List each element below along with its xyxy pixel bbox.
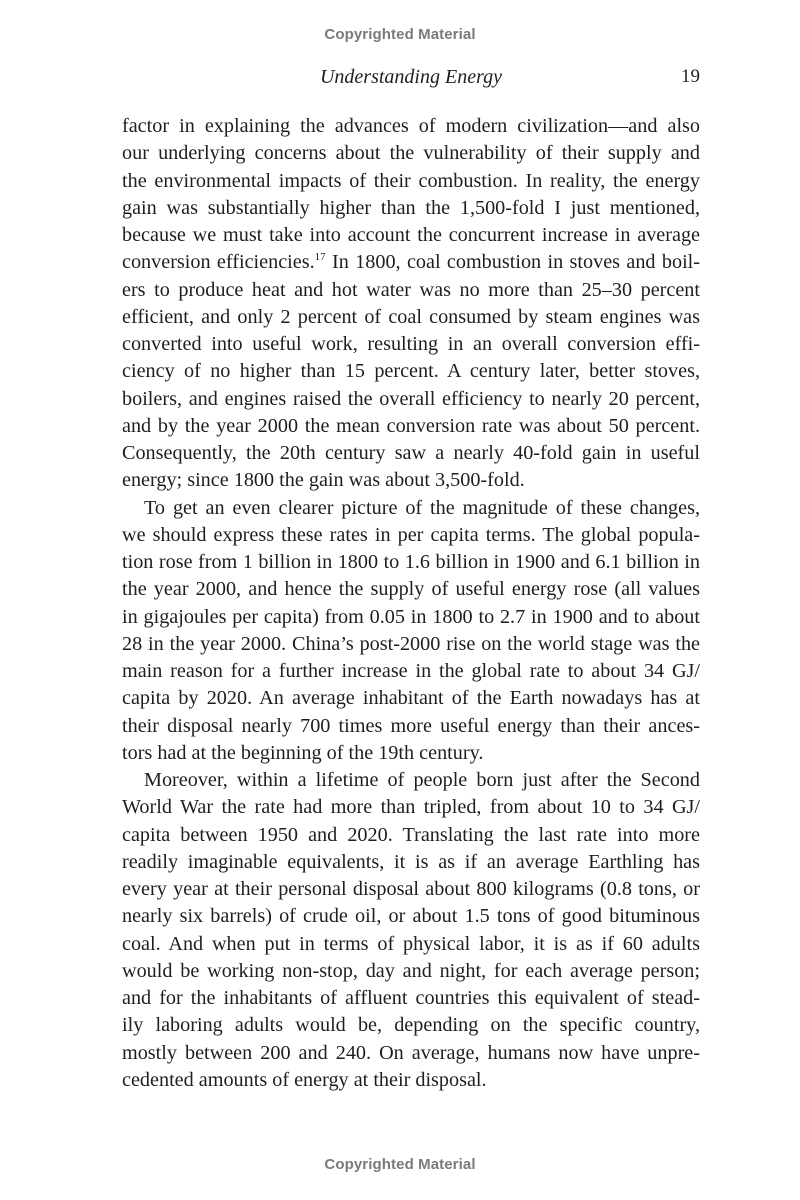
text-line: tors had at the beginning of the 19th century. [122, 741, 484, 764]
page-number: 19 [681, 66, 700, 87]
text-line: cedented amounts of energy at their disposal. [122, 1068, 487, 1091]
text-line: the environmental impacts of their combustion. In reality, the energy [122, 169, 700, 192]
text-line: capita by 2020. An average inhabitant of the Earth nowadays has at [122, 687, 700, 710]
text-line: in gigajoules per capita) from 0.05 in 1800 to 2.7 in 1900 and to about [122, 605, 700, 628]
running-title: Understanding Energy [319, 66, 502, 88]
paragraph-2 [122, 495, 700, 768]
text-line: capita between 1950 and 2020. Translating the last rate into more [122, 823, 700, 846]
paragraph-3 [122, 767, 700, 1094]
text-line: our underlying concerns about the vulnerability of their supply and [122, 142, 700, 165]
text-line: converted into useful work, resulting in an overall conversion effi- [122, 333, 700, 355]
text-line: 28 in the year 2000. China’s post-2000 rise on the world stage was the [122, 632, 700, 655]
text-fragment: In 1800, coal combustion in stoves and boil- [332, 251, 701, 274]
text-line: and by the year 2000 the mean conversion rate was about 50 percent. [122, 414, 700, 437]
body-text [122, 113, 700, 1094]
text-line: Moreover, within a lifetime of people born just after the Second [144, 769, 700, 791]
text-line: ciency of no higher than 15 percent. A century later, better stoves, [122, 360, 700, 383]
paragraph-1 [122, 113, 700, 495]
text-line: nearly six barrels) of crude oil, or about 1.5 tons of good bituminous [122, 905, 700, 928]
text-line: ily laboring adults would be, depending on the specific country, [122, 1014, 700, 1037]
text-line: would be working non-stop, day and night, for each average person; [122, 959, 700, 982]
text-line [122, 249, 700, 276]
text-line: their disposal nearly 700 times more useful energy than their ances- [122, 714, 700, 737]
text-line: gain was substantially higher than the 1,500-fold I just mentioned, [122, 196, 700, 219]
text-line: boilers, and engines raised the overall efficiency to nearly 20 percent, [122, 387, 700, 410]
text-line: energy; since 1800 the gain was about 3,500-fold. [122, 469, 525, 492]
text-line: main reason for a further increase in the global rate to about 34 GJ/ [122, 660, 700, 682]
text-line: To get an even clearer picture of the magnitude of these changes, [144, 496, 700, 519]
text-fragment: conversion efficiencies. [122, 251, 315, 274]
text-line: because we must take into account the concurrent increase in average [122, 224, 700, 246]
text-line: mostly between 200 and 240. On average, humans now have unpre- [122, 1041, 700, 1064]
text-line: tion rose from 1 billion in 1800 to 1.6 billion in 1900 and 6.1 billion in [122, 551, 700, 573]
text-line: World War the rate had more than tripled, from about 10 to 34 GJ/ [122, 796, 700, 819]
copyright-watermark-bottom: Copyrighted Material [324, 1156, 476, 1173]
text-line: every year at their personal disposal about 800 kilograms (0.8 tons, or [122, 878, 700, 900]
text-line: and for the inhabitants of affluent countries this equivalent of stead- [122, 987, 700, 1009]
text-line: we should express these rates in per capita terms. The global popula- [122, 523, 700, 546]
text-line: efficient, and only 2 percent of coal consumed by steam engines was [122, 305, 700, 328]
text-line: ers to produce heat and hot water was no more than 25–30 percent [122, 278, 700, 301]
running-header [122, 66, 700, 92]
text-line: Consequently, the 20th century saw a nearly 40-fold gain in useful [122, 442, 700, 464]
footnote-marker[interactable]: 17 [314, 251, 326, 264]
text-line: factor in explaining the advances of modern civilization—and also [122, 115, 700, 137]
copyright-watermark-top: Copyrighted Material [324, 26, 476, 43]
text-line: coal. And when put in terms of physical labor, it is as if 60 adults [122, 932, 700, 955]
text-line: readily imaginable equivalents, it is as if an average Earthling has [122, 850, 700, 873]
text-line: the year 2000, and hence the supply of useful energy rose (all values [122, 578, 700, 601]
